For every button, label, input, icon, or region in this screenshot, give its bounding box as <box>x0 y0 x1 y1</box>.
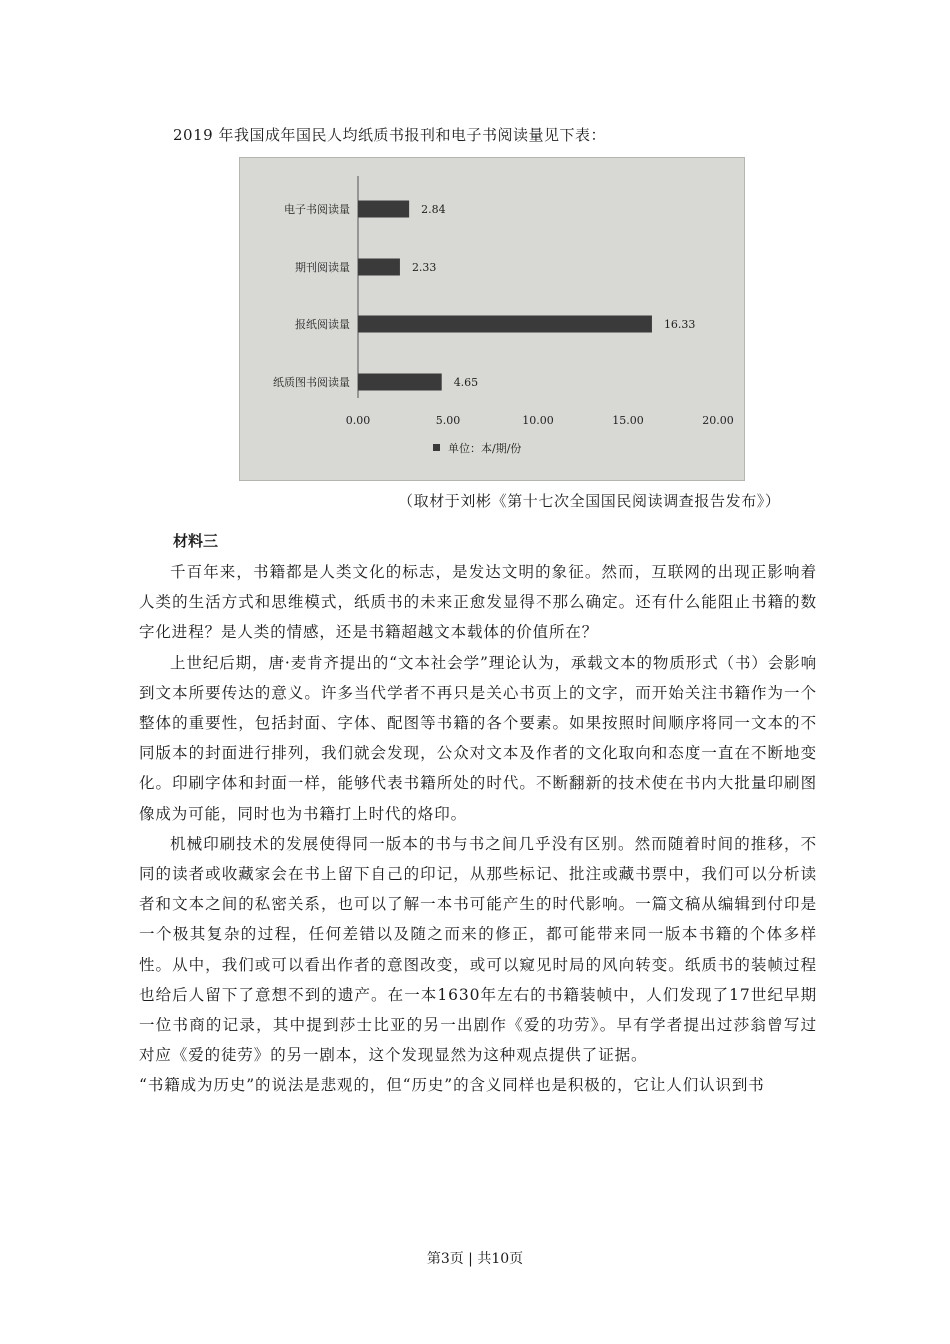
paragraph-3: 机械印刷技术的发展使得同一版本的书与书之间几乎没有区别。然而随着时间的推移，不同的读者或收藏家会在书上留下自己的印记，从那些标记、批注或藏书票中，我们可以分析读者和文本之间的私密关系，也可以了解一本书可能产生的时代影响。一篇文稿从编辑到付印是一个极其复杂的过程，任何差错以及随之而来的修正，都可能带来同一版本书籍的个体多样性。从中，我们或可以看出作者的意图改变，或可以窥见时局的风向转变。纸质书的装帧过程也给后人留下了意想不到的遗产。在一本1630年左右的书籍装帧中，人们发现了17世纪早期一位书商的记录，其中提到莎士比亚的另一出剧作《爱的功劳》。早有学者提出过莎翁曾写过对应《爱的徒劳》的另一剧本，这个发现显然为这种观点提供了证据。 <box>139 834 817 1065</box>
bar <box>358 259 400 276</box>
x-tick-label: 0.00 <box>345 414 371 427</box>
chart-source-note: （取材于刘彬《第十七次全国国民阅读调查报告发布》） <box>398 492 781 510</box>
paragraph-4: “书籍成为历史”的说法是悲观的，但“历史”的含义同样也是积极的，它让人们认识到书 <box>139 1076 765 1095</box>
bar <box>358 201 409 218</box>
page-footer: 第3页 | 共10页 <box>426 1251 524 1267</box>
chart-svg <box>240 158 744 480</box>
paragraph-2: 上世纪后期，唐·麦肯齐提出的“文本社会学”理论认为，承载文本的物质形式（书）会影响到文本所要传达的意义。许多当代学者不再只是关心书页上的文字，而开始关注书籍作为一个整体的重要性，包括封面、字体、配图等书籍的各个要素。如果按照时间顺序将同一文本的不同版本的封面进行排列，我们就会发现，公众对文本及作者的文化取向和态度一直在不断地变化。印刷字体和封面一样，能够代表书籍所处的时代。不断翻新的技术使在书内大批量印刷图像成为可能，同时也为书籍打上时代的烙印。 <box>139 653 817 823</box>
value-label: 4.65 <box>453 376 479 389</box>
category-label: 纸质图书阅读量 <box>273 376 350 389</box>
x-tick-label: 5.00 <box>435 414 461 427</box>
paragraph-1: 千百年来，书籍都是人类文化的标志，是发达文明的象征。然而，互联网的出现正影响着人类的生活方式和思维模式，纸质书的未来正愈发显得不那么确定。还有什么能阻止书籍的数字化进程？是人类的情感，还是书籍超越文本载体的价值所在？ <box>139 563 817 642</box>
bar <box>358 316 652 333</box>
reading-volume-bar-chart <box>239 157 745 481</box>
section-title: 材料三 <box>173 532 219 550</box>
x-tick-label: 10.00 <box>522 414 554 427</box>
value-label: 2.84 <box>421 203 446 216</box>
article-body <box>139 557 817 1101</box>
x-tick-label: 15.00 <box>612 414 644 427</box>
value-label: 16.33 <box>663 318 696 331</box>
legend-swatch <box>433 444 440 451</box>
x-tick-label: 20.00 <box>702 414 734 427</box>
category-label: 电子书阅读量 <box>284 203 350 216</box>
chart-intro-text: 2019 年我国成年国民人均纸质书报刊和电子书阅读量见下表： <box>173 126 606 144</box>
bar <box>358 374 442 391</box>
legend-label: 单位：本/期/份 <box>448 442 522 455</box>
value-label: 2.33 <box>411 261 437 274</box>
category-label: 报纸阅读量 <box>295 318 350 331</box>
category-label: 期刊阅读量 <box>295 261 350 274</box>
